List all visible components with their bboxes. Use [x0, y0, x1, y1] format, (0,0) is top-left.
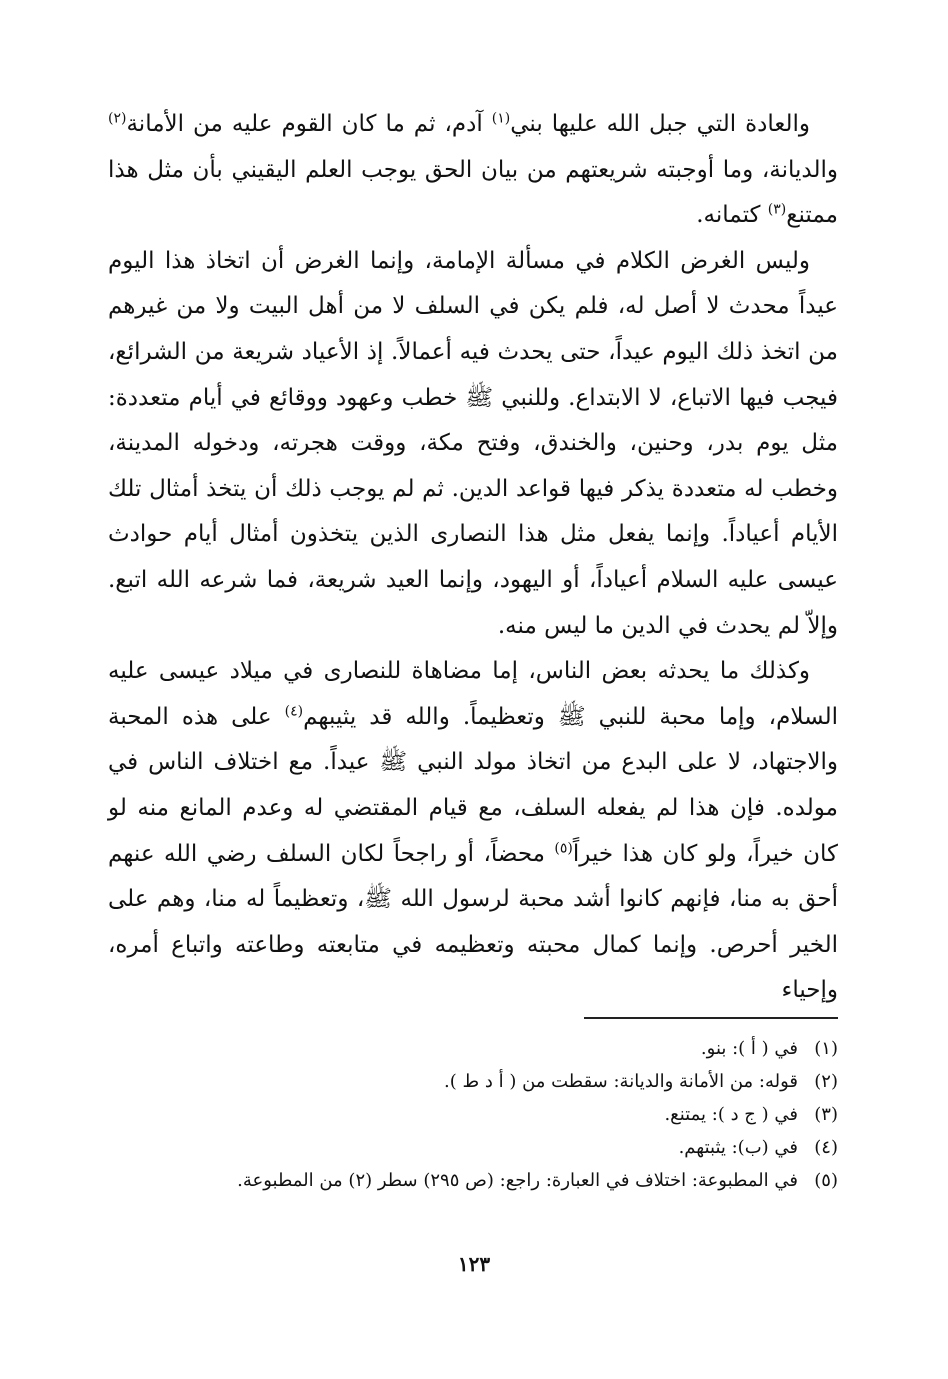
paragraph-3 [108, 649, 838, 1014]
paragraph-1-part-1: والعادة التي جبل الله عليها بني [510, 111, 810, 137]
paragraph-1-part-3: والديانة، وما أوجبته شريعتهم من بيان الحق يوجب العلم اليقيني بأن مثل هذا ممتنع [108, 156, 838, 229]
footnote-text: في (ب): يثبتهم. [678, 1137, 798, 1158]
footnote-number: (٤) [814, 1137, 838, 1158]
footnote-item [150, 1164, 838, 1197]
paragraph-1-part-4: كتمانه. [696, 202, 768, 229]
footnote-text: قوله: من الأمانة والديانة: سقطت من ( أ د ط ). [444, 1071, 798, 1092]
footnote-number: (١) [814, 1038, 838, 1059]
paragraph-2: وليس الغرض الكلام في مسألة الإمامة، وإنما الغرض أن اتخاذ هذا اليوم عيداً محدث لا أصل له، فلم يكن في السلف لا من أهل البيت ولا من غيرهم من اتخذ ذلك اليوم عيداً، حتى يحدث فيه أعمالاً. إذ الأعياد شريعة من الشرائع، فيجب فيها الاتباع، لا الابتداع. وللنبي ﷺ خطب وعهود ووقائع في أيام متعددة: مثل يوم بدر، وحنين، والخندق، وفتح مكة، ووقت هجرته، ودخوله المدينة، وخطب له متعددة يذكر فيها قواعد الدين. ثم لم يوجب ذلك أن يتخذ أمثال تلك الأيام أعياداً. وإنما يفعل مثل هذا النصارى الذين يتخذون أمثال أيام حوادث عيسى عليه السلام أعياداً، أو اليهود، وإنما العيد شريعة، فما شرعه الله اتبع. وإلاّ لم يحدث في الدين ما ليس منه. [108, 247, 838, 639]
footnote-item [150, 1098, 838, 1131]
footnote-item [150, 1065, 838, 1098]
footnote-ref-5: (٥) [554, 839, 573, 856]
paragraph-3-part-3: محضاً، أو راجحاً لكان السلف رضي الله عنهم أحق به منا، فإنهم كانوا أشد محبة لرسول الله ﷺ، وتعظيماً له منا، وهم على الخير أحرص. وإنما كمال محبته وتعظيمه في متابعته وطاعته واتباع أمره، وإحياء [108, 840, 838, 1004]
page-number: ١٢٣ [457, 1252, 491, 1276]
paragraph-1-part-2: آدم، ثم ما كان القوم عليه من الأمانة [126, 111, 492, 137]
footnote-text: في المطبوعة: اختلاف في العبارة: راجع: (ص ٢٩٥) سطر (٢) من المطبوعة. [237, 1170, 798, 1191]
footnote-number: (٣) [814, 1104, 838, 1125]
footnote-ref-2: (٢) [108, 110, 127, 127]
footnote-item [150, 1131, 838, 1164]
paragraph-1 [108, 102, 838, 239]
footnote-ref-3: (٣) [767, 201, 787, 218]
paragraph-3-part-2: على هذه المحبة والاجتهاد، لا على البدع من اتخاذ مولد النبي ﷺ عيداً. مع اختلاف الناس في مولده. فإن هذا لم يفعله السلف، مع قيام المقتضي له وعدم المانع منه لو كان خيراً، ولو كان هذا خيراً [108, 703, 838, 867]
footnote-separator [584, 1017, 838, 1019]
footnotes-list [150, 1032, 838, 1197]
footnote-item [150, 1032, 838, 1065]
footnote-number: (٥) [814, 1170, 838, 1191]
footnote-text: في ( أ ): بنو. [700, 1038, 798, 1059]
footnote-ref-1: (١) [491, 110, 511, 127]
main-text [108, 102, 838, 1014]
footnote-text: في ( ج د ): يمتنع. [664, 1104, 798, 1125]
footnote-number: (٢) [814, 1071, 838, 1092]
paragraph-3-part-1: وكذلك ما يحدثه بعض الناس، إما مضاهاة للنصارى في ميلاد عيسى عليه السلام، وإما محبة للنبي ﷺ وتعظيماً. والله قد يثيبهم [108, 658, 838, 730]
footnote-ref-4: (٤) [284, 703, 304, 720]
